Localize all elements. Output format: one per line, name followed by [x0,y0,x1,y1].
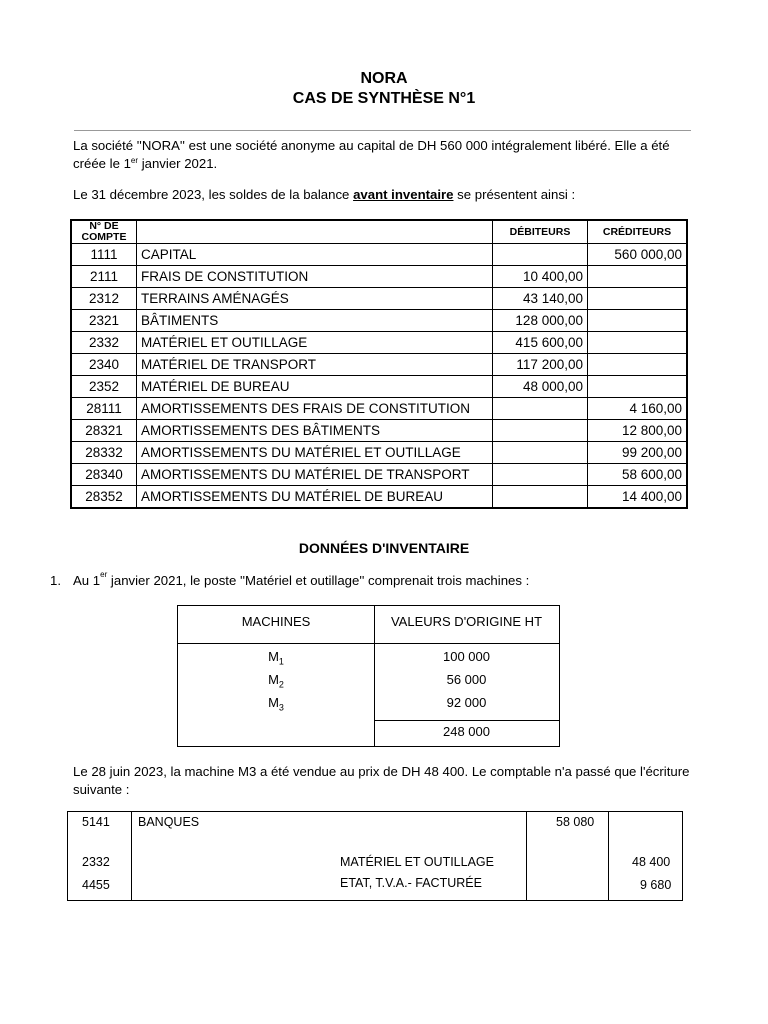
item-text-end: janvier 2021, le poste ''Matériel et outillage'' comprenait trois machines : [107,573,530,588]
intro-text: La société ''NORA'' est une société anonyme au capital de DH 560 000 intégralement libéré. Elle a été créée le 1 [73,138,670,171]
account-number: 28352 [72,486,137,508]
debit-value [493,486,588,508]
credit-value [588,376,687,398]
journal-entry [67,811,683,901]
debit-value: 48 000,00 [493,376,588,398]
table-header-row [72,221,687,244]
account-number: 28340 [72,464,137,486]
journal-label: BANQUES [138,815,200,829]
journal-debit: 58 080 [556,815,595,829]
debit-value: 43 140,00 [493,288,588,310]
machine-index: 1 [278,656,284,667]
table-row [72,420,687,442]
balance-intro-text-end: se présentent ainsi : [453,187,576,202]
header-divider [178,643,559,644]
machine-name [178,695,374,713]
credit-value: 58 600,00 [588,464,687,486]
table-row [72,442,687,464]
debit-value [493,420,588,442]
column-divider [608,812,609,900]
debit-value [493,464,588,486]
account-label: CAPITAL [137,244,493,266]
journal-account: 2332 [82,855,110,869]
table-row [72,244,687,266]
journal-credit: 9 680 [640,878,672,892]
total-divider [374,720,559,721]
debit-value: 10 400,00 [493,266,588,288]
credit-value: 560 000,00 [588,244,687,266]
account-label: AMORTISSEMENTS DES BÂTIMENTS [137,420,493,442]
debit-value [493,244,588,266]
account-number: 28321 [72,420,137,442]
horizontal-rule [74,130,691,131]
balance-intro-paragraph [73,186,575,204]
journal-account: 4455 [82,878,110,892]
credit-value: 99 200,00 [588,442,687,464]
table-row [72,354,687,376]
account-label: MATÉRIEL ET OUTILLAGE [137,332,493,354]
account-label: AMORTISSEMENTS DU MATÉRIEL DE TRANSPORT [137,464,493,486]
table-row [72,332,687,354]
credit-value [588,288,687,310]
intro-text-end: janvier 2021. [138,156,218,171]
col-header-credit: CRÉDITEURS [588,221,687,244]
credit-value: 4 160,00 [588,398,687,420]
account-number: 2340 [72,354,137,376]
machine-letter: M [268,672,279,687]
credit-value [588,310,687,332]
col-header-values: VALEURS D'ORIGINE HT [390,614,543,629]
account-number: 28332 [72,442,137,464]
machine-value: 56 000 [446,672,487,687]
col-header-account-number: N° DE COMPTE [72,221,137,244]
col-header-label [137,221,493,244]
table-row [72,288,687,310]
account-label: TERRAINS AMÉNAGÉS [137,288,493,310]
account-label: MATÉRIEL DE BUREAU [137,376,493,398]
sale-paragraph: Le 28 juin 2023, la machine M3 a été vendue au prix de DH 48 400. Le comptable n'a passé que l'écriture suivante : [73,764,690,797]
debit-value: 415 600,00 [493,332,588,354]
table-row [72,486,687,508]
machine-letter: M [268,695,279,710]
credit-value: 14 400,00 [588,486,687,508]
column-divider [526,812,527,900]
column-divider [131,812,132,900]
account-label: AMORTISSEMENTS DU MATÉRIEL ET OUTILLAGE [137,442,493,464]
debit-value: 128 000,00 [493,310,588,332]
trial-balance-table [71,220,687,508]
table-row [72,376,687,398]
account-number: 1111 [72,244,137,266]
credit-value [588,354,687,376]
journal-label: MATÉRIEL ET OUTILLAGE [340,855,494,869]
account-number: 2321 [72,310,137,332]
balance-intro-text: Le 31 décembre 2023, les soldes de la balance [73,187,354,202]
credit-value [588,332,687,354]
intro-paragraph [73,137,693,173]
machine-name [178,672,374,690]
journal-account: 5141 [82,815,110,829]
journal-credit: 48 400 [632,855,671,869]
debit-value: 117 200,00 [493,354,588,376]
document-subtitle: CAS DE SYNTHÈSE N°1 [292,90,476,107]
item-text: Au 1 [73,573,101,588]
debit-value [493,398,588,420]
table-row [72,398,687,420]
journal-label: ETAT, T.V.A.- FACTURÉE [340,876,482,890]
machine-value: 92 000 [446,695,487,710]
account-label: MATÉRIEL DE TRANSPORT [137,354,493,376]
machine-index: 3 [278,702,284,713]
credit-value [588,266,687,288]
balance-intro-emphasis: avant inventaire [353,187,454,202]
account-number: 2332 [72,332,137,354]
document-title: NORA [360,70,408,87]
list-item-text [73,570,530,588]
debit-value [493,442,588,464]
account-label: BÂTIMENTS [137,310,493,332]
machine-letter: M [268,649,279,664]
machine-name [178,649,374,667]
col-header-machines: MACHINES [241,614,311,629]
account-label: FRAIS DE CONSTITUTION [137,266,493,288]
table-row [72,266,687,288]
section-title: DONNÉES D'INVENTAIRE [298,540,470,556]
machine-value: 100 000 [443,649,490,664]
account-number: 28111 [72,398,137,420]
table-row [72,464,687,486]
superscript: er [100,570,108,579]
account-number: 2111 [72,266,137,288]
account-label: AMORTISSEMENTS DES FRAIS DE CONSTITUTION [137,398,493,420]
col-header-debit: DÉBITEURS [493,221,588,244]
superscript: er [130,156,139,165]
machines-total: 248 000 [443,724,490,739]
table-row [72,310,687,332]
account-number: 2352 [72,376,137,398]
list-number: 1. [50,573,61,588]
account-number: 2312 [72,288,137,310]
machine-index: 2 [278,679,284,690]
machines-table [177,605,560,747]
account-label: AMORTISSEMENTS DU MATÉRIEL DE BUREAU [137,486,493,508]
credit-value: 12 800,00 [588,420,687,442]
